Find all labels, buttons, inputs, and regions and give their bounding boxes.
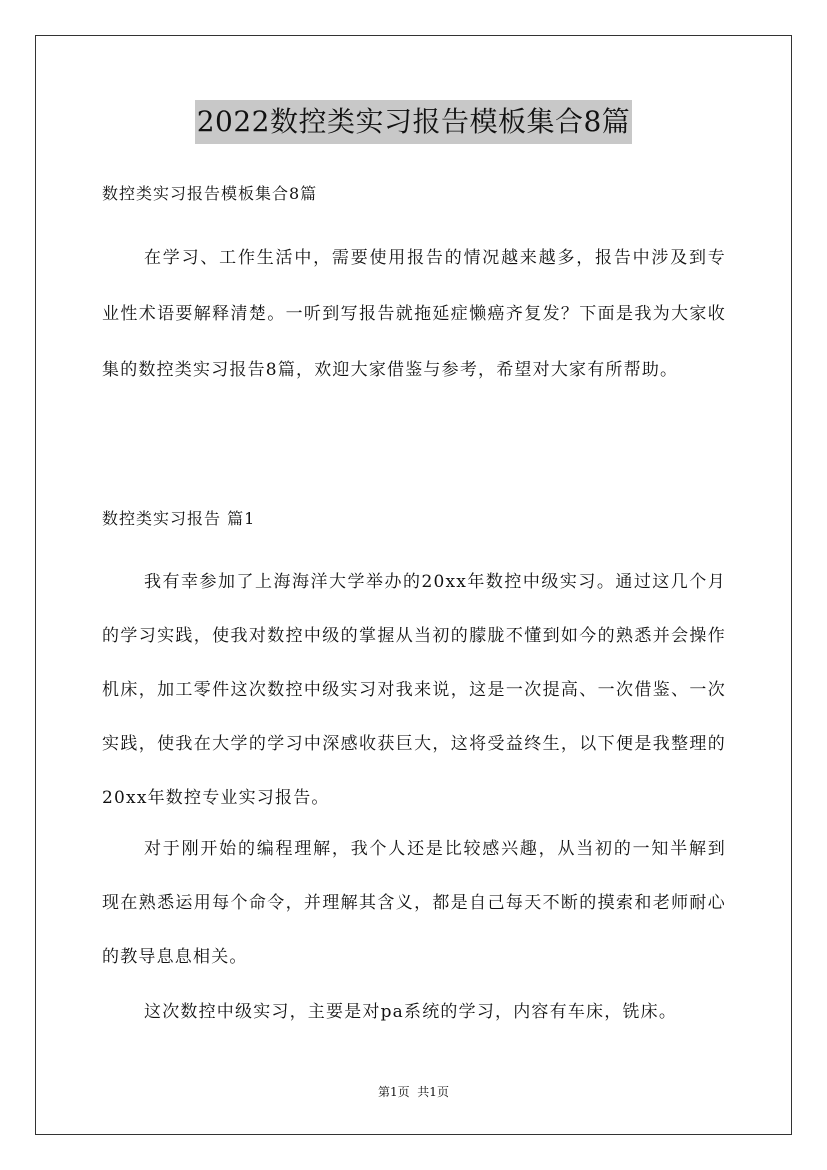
body-paragraph: 我有幸参加了上海海洋大学举办的20xx年数控中级实习。通过这几个月的学习实践，使我对数控中级的掌握从当初的朦胧不懂到如今的熟悉并会操作机床，加工零件这次数控中级实习对我来说，这是一次提高、一次借鉴、一次实践，使我在大学的学习中深感收获巨大，这将受益终生，以下便是我整理的20xx年数控专业实习报告。 [102,572,726,808]
body-paragraph: 这次数控中级实习，主要是对pa系统的学习，内容有车床，铣床。 [144,1002,678,1022]
title-container [0,100,827,144]
body-paragraph: 对于刚开始的编程理解，我个人还是比较感兴趣，从当初的一知半解到现在熟悉运用每个命令，并理解其含义，都是自己每天不断的摸索和老师耐心的教导息息相关。 [102,839,726,967]
document-subtitle: 数控类实习报告模板集合8篇 [102,184,318,203]
page-footer: 第1页 共1页 [378,1085,449,1099]
intro-paragraph: 在学习、工作生活中，需要使用报告的情况越来越多，报告中涉及到专业性术语要解释清楚。一听到写报告就拖延症懒癌齐复发？下面是我为大家收集的数控类实习报告8篇，欢迎大家借鉴与参考，希望对大家有所帮助。 [102,248,726,380]
document-title: 2022数控类实习报告模板集合8篇 [195,100,633,144]
section-heading: 数控类实习报告 篇1 [102,509,256,528]
